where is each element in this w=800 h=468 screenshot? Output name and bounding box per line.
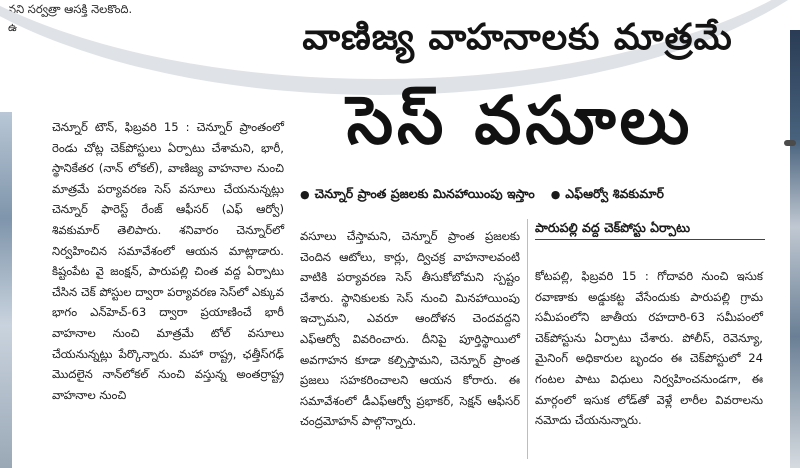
right-photo-strip: [790, 30, 800, 468]
column-divider: [527, 219, 528, 459]
headline-main: సెస్ వసూలు: [346, 82, 694, 159]
article-column-middle: వసూలు చేస్తామని, చెన్నూర్ ప్రాంత ప్రజలకు చెందిన ఆటోలు, కార్లు, ద్విచక్ర వాహనాలవంటి వాటికి పర్యావరణ సెస్ తీసుకోబోమని స్పష్టం చేశారు. స్థానికులకు సెస్ నుంచి మినహాయింపు ఇచ్చామని, ఎవరూ ఆందోళన చెందవద్దని ఎఫ్ఆర్వో వివరించారు. దీనిపై పూర్తిస్థాయిలో అవగాహన కూడా కల్పిస్తామని, చెన్నూర్ ప్రాంత ప్రజలు సహకరించాలని ఆయన కోరారు. ఈ సమావేశంలో డీఎఫ్ఆర్వో ప్రభాకర్, సెక్షన్ ఆఫీసర్ చంద్రమోహన్ పాల్గొన్నారు.: [300, 229, 520, 429]
previous-article-fragment: [8, 0, 198, 36]
byline-item: [551, 186, 664, 203]
sidebar-body: కోటపల్లి, ఫిబ్రవరి 15 : గోదావరి నుంచి ఇసుక రవాణాకు అడ్డుకట్ట వేసేందుకు పారుపల్లి గ్రామ సమీపంలోని జాతీయ రహదారి-63 సమీపంలో చెక్‌పోస్టును ఏర్పాటు చేశారు. పోలీస్, రెవెన్యూ, మైనింగ్ అధికారుల బృందం ఈ చెక్‌పోస్టులో 24 గంటల పాటు విధులు నిర్వహించనుండగా, ఈ మార్గంలో ఇసుక లోడ్‌తో వెళ్లే లారీల వివరాలను నమోదు చేయనున్నారు.: [535, 269, 763, 428]
byline-text: చెన్నూర్ ప్రాంత ప్రజలకు మినహాయింపు ఇస్తాం: [314, 186, 535, 201]
bylines: [300, 186, 795, 203]
headline-kicker: వాణిజ్య వాహనాలకు మాత్రమే: [302, 17, 733, 58]
right-marker: [784, 140, 796, 146]
sidebar-title: పారుపల్లి వద్ద చెక్‌పోస్టు ఏర్పాటు: [535, 219, 765, 240]
previous-article-line: నని సర్వత్రా ఆసక్తి నెలకొంది.: [8, 2, 133, 16]
byline-item: [300, 186, 535, 203]
bullet-icon: ●: [550, 188, 561, 201]
article-column-left: చెన్నూర్ టౌన్, ఫిబ్రవరి 15 : చెన్నూర్ ప్రాంతంలో రెండు చోట్ల చెక్‌పోస్టులు ఏర్పాటు చేశామని, భారీ, స్థానికేతర (నాన్ లోకల్), వాణిజ్య వాహనాల నుంచి మాత్రమే పర్యావరణ సెస్ వసూలు చేయనున్నట్లు చెన్నూర్ ఫారెస్ట్ రేంజ్ ఆఫీసర్ (ఎఫ్ ఆర్వో) శివకుమార్ తెలిపారు. శనివారం చెన్నూర్‌లో నిర్వహించిన సమావేశంలో ఆయన మాట్లాడారు. కిష్టంపేట వై జంక్షన్, పారుపల్లి చింత వద్ద ఏర్పాటు చేసిన చెక్ పోస్టుల ద్వారా పర్యావరణ సెస్‌లో ఎక్కువ భాగం ఎన్‌హెచ్-63 ద్వారా ప్రయాణించే భారీ వాహనాల నుంచి మాత్రమే టోల్ వసూలు చేయనున్నట్లు పేర్కొన్నారు. మహా రాష్ట్ర, ఛత్తీస్‌గఢ్ మొదలైన నాన్‌లోకల్ నుంచి వస్తున్న అంతర్రాష్ట్ర వాహనాల నుంచి: [52, 120, 284, 402]
byline-text: ఎఫ్ఆర్వో శివకుమార్: [565, 186, 664, 201]
left-photo-strip: [0, 112, 12, 468]
bullet-icon: ●: [300, 188, 310, 201]
previous-article-line: ఉ: [8, 20, 18, 34]
